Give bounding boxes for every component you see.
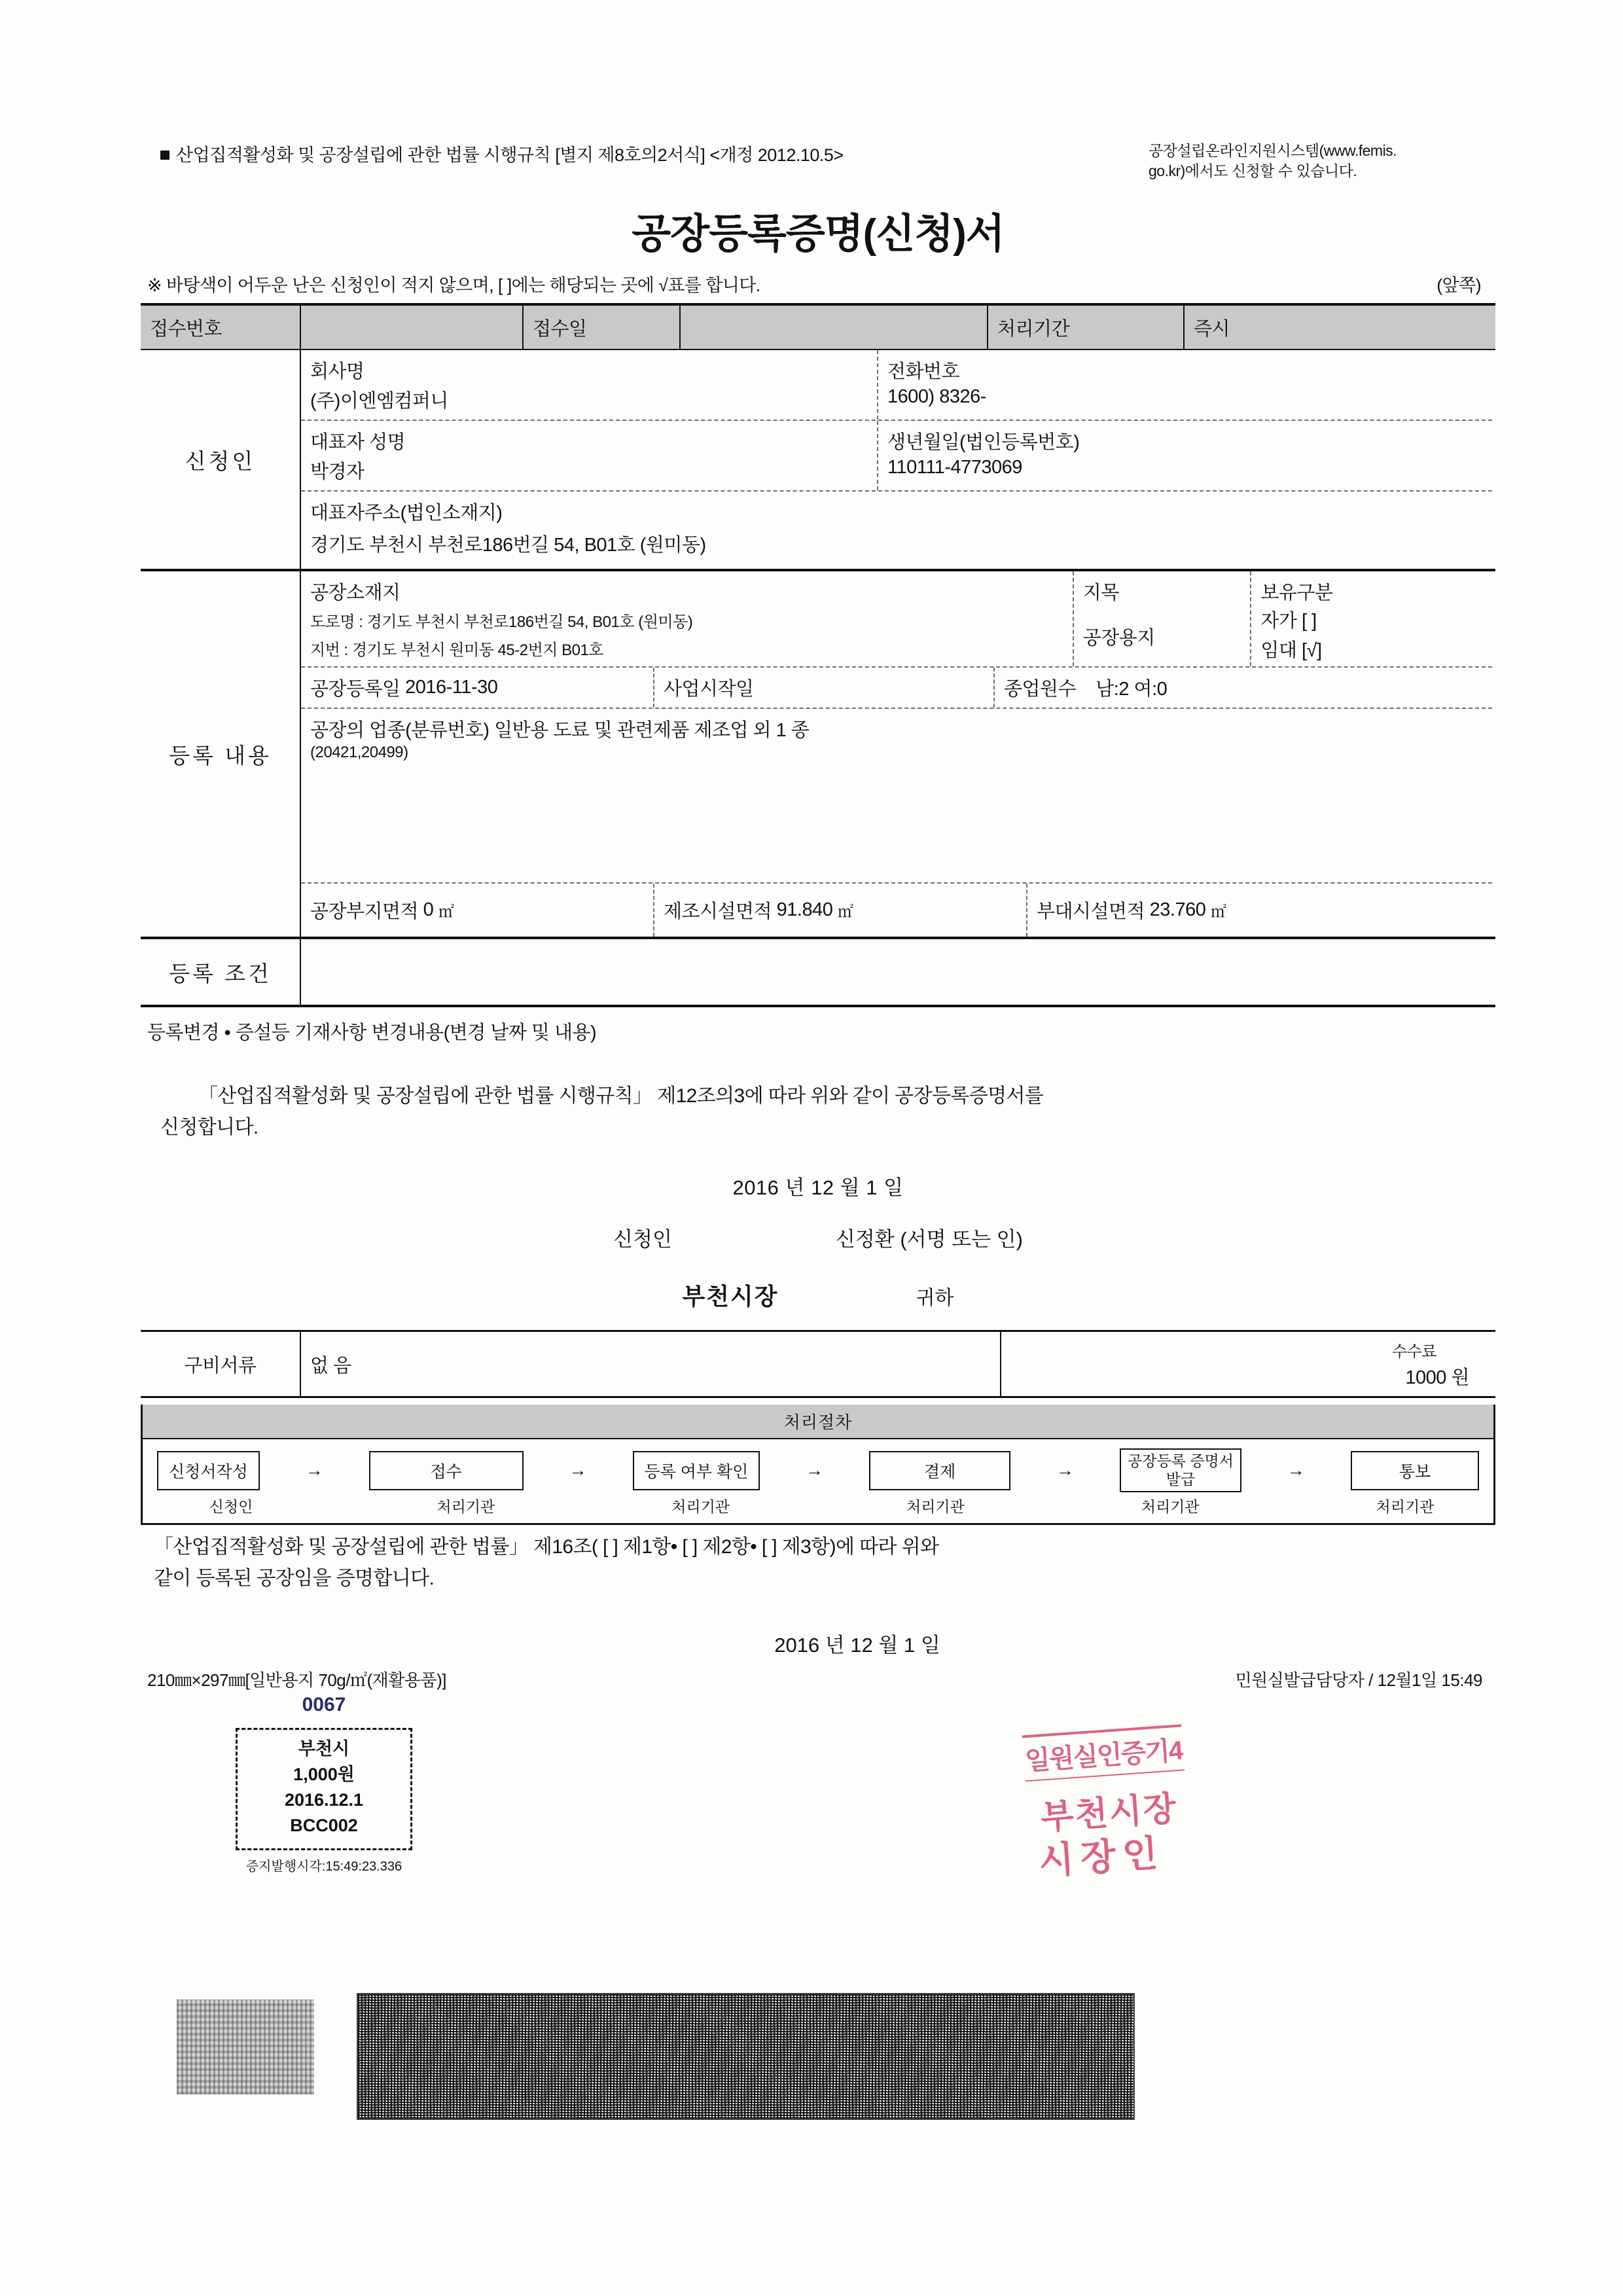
conditions-row	[141, 937, 1495, 1005]
industry-line	[301, 709, 1492, 744]
ownership-label: 보유구분	[1260, 583, 1333, 604]
manufacturing-area-value: 91.840	[776, 899, 833, 921]
registration-body	[301, 571, 1492, 937]
industry-cell	[301, 709, 1492, 884]
issuer-label: 민원실발급담당자	[1235, 1670, 1364, 1691]
security-pattern-small	[177, 2000, 314, 2094]
receipt-table	[141, 303, 1495, 1007]
arrow-icon-1: →	[305, 1460, 323, 1480]
arrow-icon-4: →	[1056, 1460, 1075, 1480]
law-reference: 산업집적활성화 및 공장설립에 관한 법률 시행규칙 [별지 제8호의2서식] <개정 2012.10.5>	[160, 141, 844, 166]
changes-label: 등록변경 • 증설등 기재사항 변경내용(변경 날짜 및 내용)	[147, 1022, 597, 1044]
industry-label: 공장의 업종(분류번호)	[310, 720, 490, 742]
land-category-cell	[1074, 571, 1252, 666]
address-label: 대표자주소(법인소재지)	[310, 503, 503, 524]
seal-line2: 부천시장	[1039, 1789, 1179, 1837]
process-sub-2: 처리기관	[437, 1498, 495, 1516]
aux-area-value: 23.760	[1149, 899, 1206, 921]
seal-line3: 시장인	[1037, 1831, 1166, 1882]
site-area-unit: ㎡	[438, 903, 454, 922]
conditions-label: 등록 조건	[141, 939, 301, 1005]
receipt-number-label: 접수번호	[141, 306, 301, 349]
femis-note-line2: go.kr)에서도 신청할 수 있습니다.	[1149, 162, 1357, 180]
aux-area-unit: ㎡	[1210, 903, 1226, 922]
phone-label: 전화번호	[887, 361, 960, 383]
reg-date-cell	[301, 668, 654, 708]
ownership-lease-checkbox[interactable]: 임대 [√]	[1260, 640, 1322, 662]
process-table	[141, 1405, 1495, 1525]
manufacturing-area-label: 제조시설면적	[664, 901, 772, 923]
company-value: (주)이엔엠컴퍼니	[310, 391, 448, 412]
reg-date-label: 공장등록일	[310, 679, 401, 700]
process-step-5: 공장등록 증명서 발급	[1120, 1448, 1241, 1492]
manufacturing-area-cell	[654, 884, 1027, 937]
stamp-serial: 0067	[302, 1694, 346, 1715]
femis-note	[1149, 141, 1489, 181]
stamp-issue-time: 증지발행시각:15:49:23.336	[245, 1859, 402, 1874]
statement-line2: 신청합니다.	[160, 1117, 259, 1139]
receipt-date-label: 접수일	[524, 306, 681, 349]
phone-value: 1600) 8326-	[887, 386, 986, 408]
process-sub-5: 처리기관	[1141, 1498, 1200, 1516]
process-sub-1: 신청인	[209, 1498, 253, 1516]
employees-value: 남:2 여:0	[1096, 679, 1168, 700]
revenue-stamp	[236, 1694, 412, 1874]
representative-value: 박경자	[310, 461, 365, 483]
femis-note-line1: 공장설립온라인지원시스템(www.femis.	[1149, 142, 1397, 159]
fee-value: 1000 원	[1405, 1367, 1469, 1389]
employees-label: 종업원수	[1004, 679, 1077, 700]
receipt-number-value	[301, 306, 524, 349]
issue-datetime: / 12월1일 15:49	[1368, 1670, 1482, 1691]
page-side-label: (앞쪽)	[1436, 276, 1481, 296]
processing-period-value: 즉시	[1194, 318, 1230, 340]
representative-cell	[301, 421, 878, 490]
phone-cell	[878, 350, 1492, 420]
dates-row	[301, 668, 1492, 709]
company-label: 회사명	[310, 361, 365, 383]
statement-line1: 「산업집적활성화 및 공장설립에 관한 법률 시행규칙」 제12조의3에 따라 위와 같이 공장등록증명서를	[198, 1085, 1044, 1107]
start-date-label: 사업시작일	[664, 679, 754, 700]
conditions-value	[301, 939, 1492, 1005]
company-cell	[301, 350, 878, 420]
industry-value: 일반용 도료 및 관련제품 제조업 외 1 종	[494, 720, 810, 742]
aux-area-cell	[1027, 884, 1491, 937]
site-area-cell	[301, 884, 654, 937]
signature-row	[141, 1223, 1495, 1252]
applicant-label: 신청인	[613, 1228, 672, 1251]
land-category-value: 공장용지	[1082, 628, 1155, 649]
process-step-3: 등록 여부 확인	[633, 1451, 760, 1490]
site-area-label: 공장부지면적	[310, 901, 419, 923]
address-cell	[301, 492, 1492, 569]
applicant-section	[141, 350, 1495, 569]
company-row	[301, 350, 1492, 421]
stamp-amount: 1,000원	[293, 1765, 355, 1785]
site-area-value: 0	[423, 899, 434, 921]
applicant-section-label: 신청인	[141, 350, 301, 569]
certify-statement	[141, 1525, 1495, 1594]
process-step-6: 통보	[1351, 1451, 1479, 1490]
employees-cell	[995, 668, 1491, 708]
fee-table	[141, 1330, 1495, 1398]
stamp-date: 2016.12.1	[284, 1790, 364, 1810]
issuer-row	[1235, 1667, 1482, 1691]
industry-code: (20421,20499)	[310, 744, 408, 762]
checkbox-instruction: ※ 바탕색이 어두운 난은 신청인이 적지 않으며, [ ]에는 해당되는 곳에 √표를 합니다.	[147, 276, 760, 296]
representative-label: 대표자 성명	[310, 432, 406, 454]
birth-label: 생년월일(법인등록번호)	[887, 432, 1080, 454]
process-title: 처리절차	[143, 1405, 1493, 1439]
registration-section	[141, 569, 1495, 937]
process-sub-6: 처리기관	[1376, 1498, 1435, 1516]
areas-row	[301, 884, 1492, 937]
page-title: 공장등록증명(신청)서	[632, 211, 1005, 257]
reg-date-value: 2016-11-30	[405, 677, 498, 698]
process-step-1: 신청서작성	[157, 1451, 260, 1490]
addressee-row	[141, 1278, 1495, 1312]
seal-line1: 일원실인증기4	[1022, 1724, 1185, 1782]
ownership-own-checkbox[interactable]: 자가 [ ]	[1260, 611, 1317, 632]
stamp-code: BCC002	[290, 1816, 358, 1836]
process-sub-4: 처리기관	[906, 1498, 965, 1516]
processing-period-label: 처리기간	[988, 306, 1185, 349]
process-steps	[143, 1439, 1493, 1494]
aux-area-label: 부대시설면적	[1037, 901, 1145, 923]
registration-section-label: 등록 내용	[141, 571, 301, 937]
stamp-body	[236, 1728, 412, 1850]
required-docs-label: 구비서류	[141, 1332, 301, 1396]
address-value: 경기도 부천시 부천로186번길 54, B01호 (원미동)	[310, 535, 706, 556]
barcode-area	[39, 1993, 1322, 2144]
arrow-icon-2: →	[569, 1460, 587, 1480]
stamp-city: 부천시	[298, 1739, 350, 1759]
certify-line1: 「산업집적활성화 및 공장설립에 관한 법률」 제16조( [ ] 제1항• [ ] 제2항• [ ] 제3항)에 따라 위와	[154, 1536, 939, 1558]
location-row	[301, 571, 1492, 668]
certify-line2: 같이 등록된 공장임을 증명합니다.	[154, 1568, 435, 1590]
birth-value: 110111-4773069	[887, 457, 1022, 478]
process-step-2: 접수	[369, 1451, 524, 1490]
bullet-square-icon	[160, 151, 169, 160]
process-step-4: 결제	[869, 1451, 1010, 1490]
start-date-cell	[654, 668, 995, 708]
birth-cell	[878, 421, 1492, 490]
statement-date: 2016 년 12 월 1 일	[732, 1176, 904, 1200]
application-statement	[141, 1045, 1495, 1143]
addressee-mayor: 부천시장	[682, 1283, 779, 1310]
header-note-row	[141, 271, 1495, 303]
fee-cell	[1001, 1332, 1495, 1396]
footer-row	[141, 1658, 1495, 1691]
receipt-row	[141, 306, 1495, 350]
paper-spec: 210㎜×297㎜[일반용지 70g/㎡(재활용품)]	[147, 1670, 446, 1691]
fee-row	[141, 1332, 1495, 1396]
security-barcode-large	[357, 1993, 1135, 2120]
road-address: 도로명 : 경기도 부천시 부천로186번길 54, B01호 (원미동)	[310, 613, 693, 632]
applicant-signature: 신정환 (서명 또는 인)	[835, 1228, 1023, 1251]
representative-row	[301, 421, 1492, 492]
required-docs-value: 없 음	[301, 1332, 1001, 1396]
factory-location-label: 공장소재지	[310, 583, 401, 604]
location-cell	[301, 571, 1074, 666]
lot-address: 지번 : 경기도 부천시 원미동 45-2번지 B01호	[310, 641, 603, 660]
process-substeps	[143, 1494, 1493, 1523]
receipt-date-value	[681, 306, 988, 349]
header-top-row	[141, 141, 1495, 181]
land-category-label: 지목	[1082, 583, 1119, 604]
certify-date: 2016 년 12 월 1 일	[774, 1634, 940, 1657]
arrow-icon-3: →	[806, 1460, 824, 1480]
manufacturing-area-unit: ㎡	[837, 903, 853, 922]
ownership-cell	[1251, 571, 1492, 666]
applicant-body	[301, 350, 1492, 569]
arrow-icon-5: →	[1287, 1460, 1305, 1480]
process-sub-3: 처리기관	[671, 1498, 730, 1516]
addressee-honorific: 귀하	[916, 1287, 954, 1310]
fee-label: 수수료	[1391, 1343, 1436, 1361]
